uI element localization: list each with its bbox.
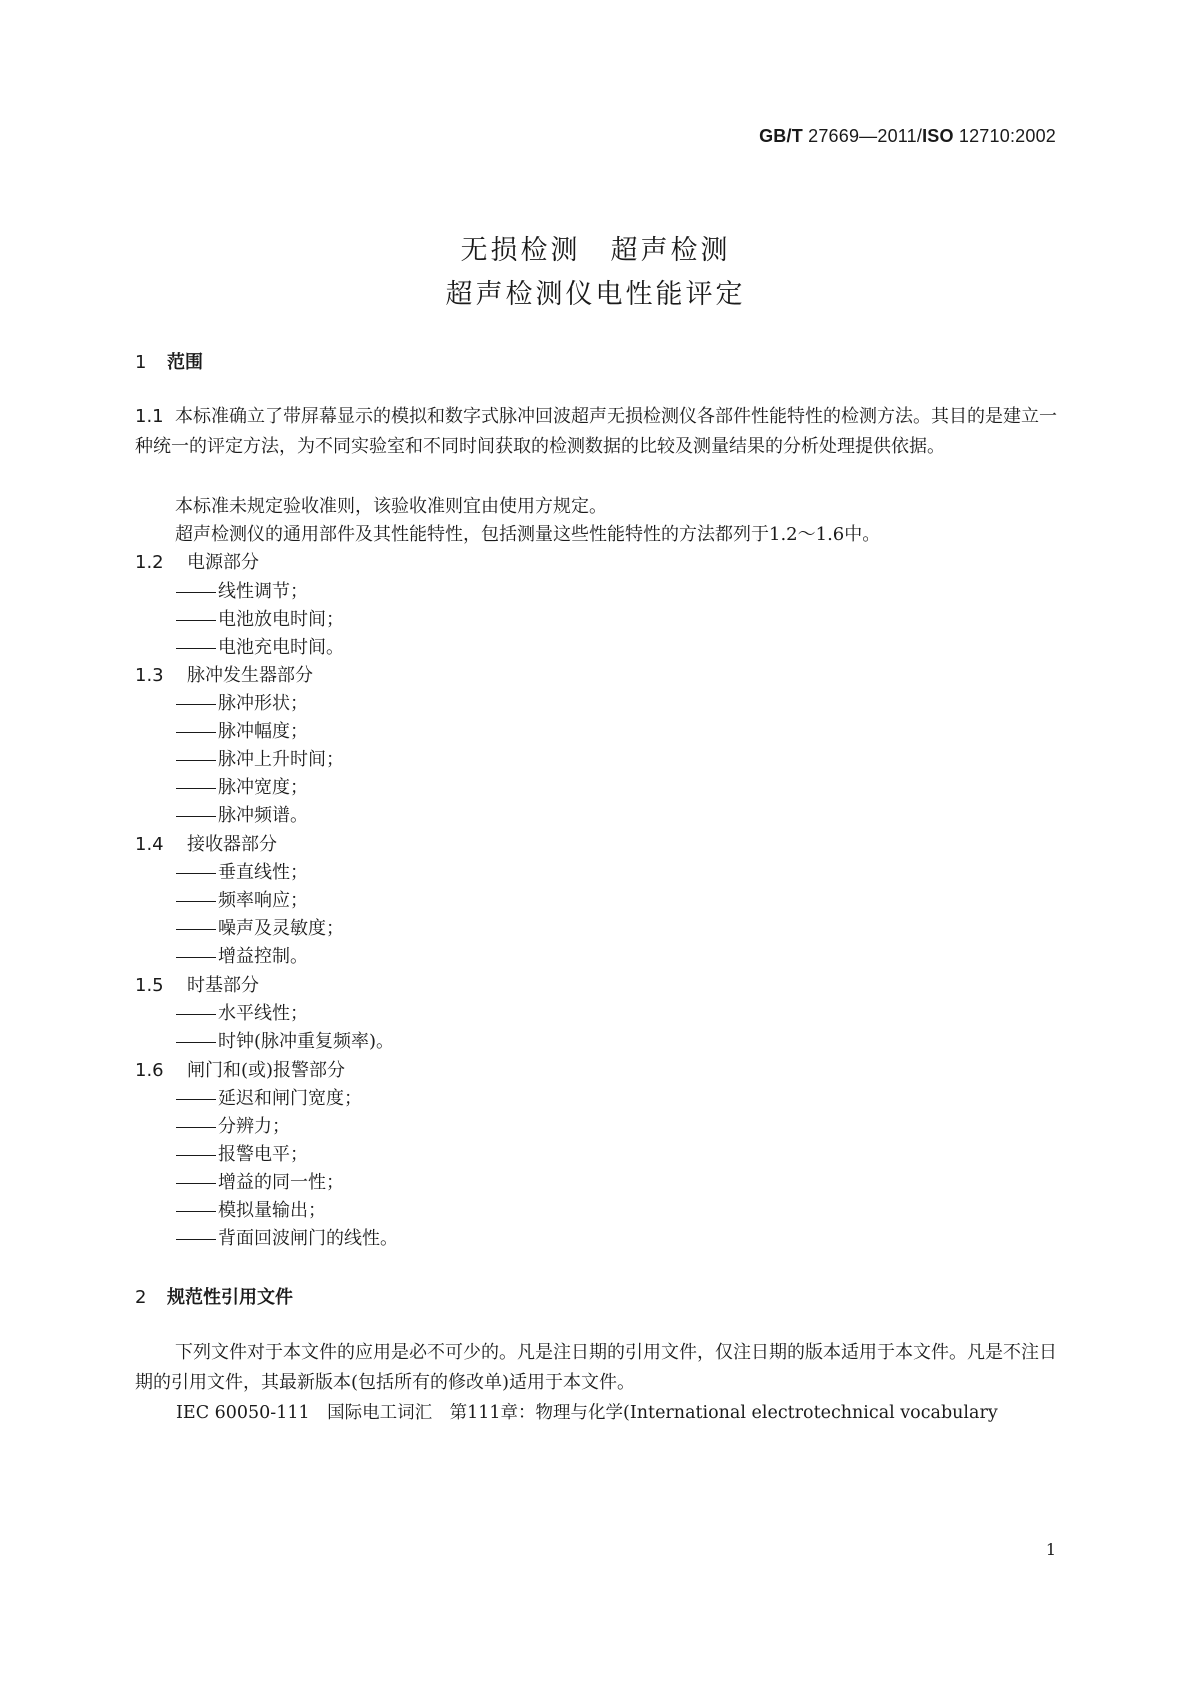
- list-item: 背面回波闸门的线性。: [176, 1224, 398, 1250]
- paragraph-1-1-b: [135, 492, 1057, 522]
- list-item: 增益的同一性；: [176, 1168, 344, 1194]
- section-2-heading: [135, 1283, 293, 1309]
- list-item: 分辨力；: [176, 1112, 290, 1138]
- section-title: 范围: [167, 352, 203, 373]
- subsection-title: 时基部分: [187, 975, 259, 996]
- clause-text: 本标准确立了带屏幕显示的模拟和数字式脉冲回波超声无损检测仪各部件性能特性的检测方法。其目的是建立一种统一的评定方法，为不同实验室和不同时间获取的检测数据的比较及测量结果的分析处理提供依据。: [135, 406, 1057, 457]
- list-item: 电池充电时间。: [176, 633, 344, 659]
- subsection-1-2-heading: [135, 548, 259, 574]
- list-item: 脉冲频谱。: [176, 801, 308, 827]
- subsection-1-3-heading: [135, 661, 313, 687]
- list-item: 增益控制。: [176, 942, 308, 968]
- subsection-1-6-heading: [135, 1056, 345, 1082]
- clause-text: 超声检测仪的通用部件及其性能特性，包括测量这些性能特性的方法都列于1.2～1.6中。: [175, 524, 881, 545]
- section-number: 2: [135, 1287, 147, 1308]
- list-item: 脉冲宽度；: [176, 773, 308, 799]
- iso-code: 12710:2002: [958, 126, 1056, 146]
- list-item: 脉冲上升时间；: [176, 745, 344, 771]
- paragraph-1-1: [135, 402, 1057, 462]
- subsection-1-4-heading: [135, 830, 277, 856]
- list-item: 延迟和闸门宽度；: [176, 1084, 362, 1110]
- list-item: 脉冲形状；: [176, 689, 308, 715]
- list-item: 垂直线性；: [176, 858, 308, 884]
- subsection-title: 脉冲发生器部分: [187, 665, 313, 686]
- list-item: 频率响应；: [176, 886, 308, 912]
- list-item: 线性调节；: [176, 577, 308, 603]
- clause-number: 1.1: [135, 406, 164, 427]
- standard-code: 27669—2011/: [808, 126, 923, 146]
- standard-number: [759, 126, 1056, 147]
- iso-prefix: ISO: [922, 126, 954, 146]
- clause-number: 1.6: [135, 1060, 164, 1081]
- clause-number: 1.2: [135, 552, 164, 573]
- section-number: 1: [135, 352, 147, 373]
- list-item: 噪声及灵敏度；: [176, 914, 344, 940]
- clause-number: 1.5: [135, 975, 164, 996]
- clause-number: 1.4: [135, 834, 164, 855]
- title-line-2: 超声检测仪电性能评定: [445, 279, 746, 310]
- subsection-1-5-heading: [135, 971, 259, 997]
- title-line-1: 无损检测 超声检测: [460, 235, 731, 266]
- subsection-title: 闸门和(或)报警部分: [187, 1060, 346, 1081]
- list-item: 水平线性；: [176, 999, 308, 1025]
- subsection-title: 接收器部分: [187, 834, 277, 855]
- paragraph-1-1-c: [135, 520, 1057, 550]
- section-1-heading: [135, 348, 203, 374]
- page-number: 1: [1045, 1540, 1056, 1559]
- paragraph-2-1: [135, 1338, 1057, 1398]
- clause-number: 1.3: [135, 665, 164, 686]
- clause-text: 本标准未规定验收准则，该验收准则宜由使用方规定。: [175, 496, 607, 517]
- section-title: 规范性引用文件: [167, 1287, 293, 1308]
- list-item: 报警电平；: [176, 1140, 308, 1166]
- clause-text: 下列文件对于本文件的应用是必不可少的。凡是注日期的引用文件，仅注日期的版本适用于本文件。凡是不注日期的引用文件，其最新版本(包括所有的修改单)适用于本文件。: [135, 1342, 1057, 1393]
- standard-prefix: GB/T: [759, 126, 803, 146]
- list-item: 脉冲幅度；: [176, 717, 308, 743]
- list-item: 时钟(脉冲重复频率)。: [176, 1027, 394, 1053]
- list-item: 电池放电时间；: [176, 605, 344, 631]
- subsection-title: 电源部分: [187, 552, 259, 573]
- list-item: 模拟量输出；: [176, 1196, 326, 1222]
- normative-reference: IEC 60050-111 国际电工词汇 第111章：物理与化学(International electrotechnical vocabulary: [176, 1403, 998, 1423]
